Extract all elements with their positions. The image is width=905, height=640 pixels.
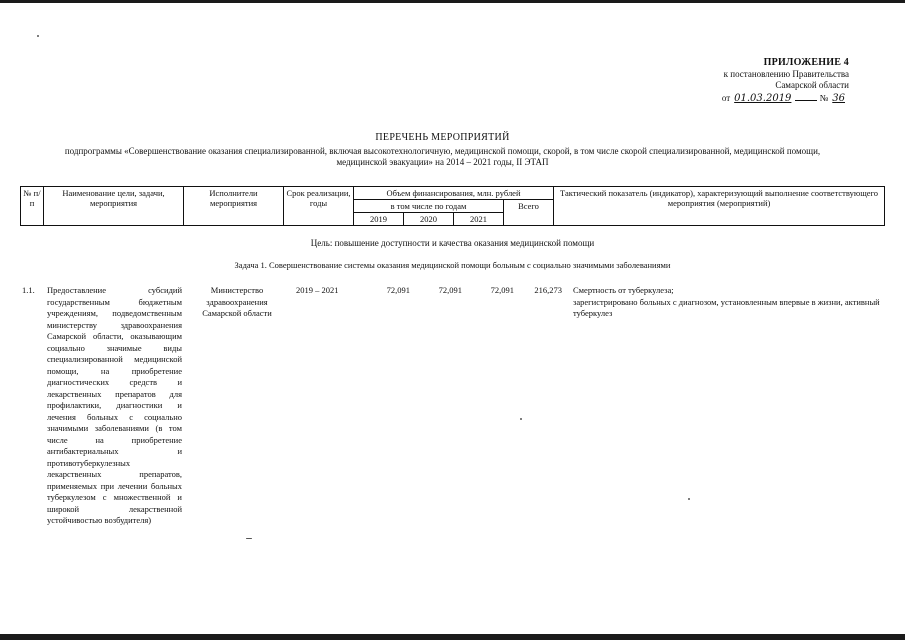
header-name: Наименование цели, задачи, мероприятия [44, 187, 184, 226]
document-subtitle: подпрограммы «Совершенствование оказания специализированной, включая высокотехнологичную, медицинской помощи, скорой, в том числе скорой специализированной, медицинской помощи, медицинской эвакуации» на 2014 – 2021 годы, II ЭТАП [64, 145, 821, 167]
appendix-line: к постановлению Правительства [723, 68, 849, 79]
header-num: № п/п [21, 187, 44, 226]
header-year: 2020 [404, 213, 454, 226]
row-name: Предоставление субсидий государственным бюджетным учреждениям, подведомственным министерству здравоохранения Самарской области, оказывающим социально значимые виды специализированной медицинской помощи, на приобретение диагностических средств и лекарственных препаратов для профилактики, диагностики и лечения больных с социально значимыми заболеваниями (в том числе на приобретение антибактериальных и противотуберкулезных лекарственных препаратов, применяемых при лечении больных туберкулезом с множественной и широкой лекарственной устойчивостью возбудителя) [47, 285, 182, 525]
header-executor: Исполнители мероприятия [184, 187, 284, 226]
row-value-2021: 72,091 [490, 285, 514, 295]
row-indicator [573, 285, 883, 320]
row-value-2019: 72,091 [386, 285, 410, 295]
number-value: 36 [832, 92, 845, 104]
header-year: 2019 [354, 213, 404, 226]
date-prefix: от [721, 92, 731, 103]
header-indicator: Тактический показатель (индикатор), характеризующий выполнение соответствующего мероприятия (мероприятий) [554, 187, 885, 226]
table-header [20, 186, 885, 226]
row-executor: Министерство здравоохранения Самарской области [202, 285, 272, 318]
header-period: Срок реализации, годы [284, 187, 354, 226]
appendix-line: Самарской области [775, 80, 849, 90]
task-line: Задача 1. Совершенствование системы оказания медицинской помощи больным с социально значимыми заболеваниями [234, 260, 671, 270]
scan-speck [246, 538, 252, 539]
header-by-years: в том числе по годам [354, 200, 504, 213]
header-funding: Объем финансирования, млн. рублей [354, 187, 554, 200]
scan-speck [688, 498, 690, 500]
document-title: ПЕРЕЧЕНЬ МЕРОПРИЯТИЙ [375, 132, 510, 143]
indicator-line: зарегистрировано больных с диагнозом, установленным впервые в жизни, активный туберкулез [573, 296, 880, 318]
appendix-block [649, 57, 849, 104]
scan-border-bottom [0, 634, 905, 640]
scan-speck [520, 418, 522, 420]
row-value-2020: 72,091 [438, 285, 462, 295]
header-total: Всего [504, 200, 554, 226]
row-num: 1.1. [22, 285, 35, 295]
blank-line [795, 92, 817, 101]
appendix-date-line [649, 92, 849, 105]
document-heading [40, 132, 845, 169]
row-value-total: 216,273 [534, 285, 562, 295]
header-year: 2021 [454, 213, 504, 226]
number-prefix: № [819, 92, 829, 103]
appendix-title: ПРИЛОЖЕНИЕ 4 [763, 57, 849, 68]
goal-line: Цель: повышение доступности и качества оказания медицинской помощи [310, 238, 595, 248]
indicator-line: Смертность от туберкулеза; [573, 285, 674, 295]
scan-border-top [0, 0, 905, 3]
scan-speck [37, 35, 39, 37]
row-period: 2019 – 2021 [296, 285, 339, 295]
date-value: 01.03.2019 [734, 92, 792, 104]
